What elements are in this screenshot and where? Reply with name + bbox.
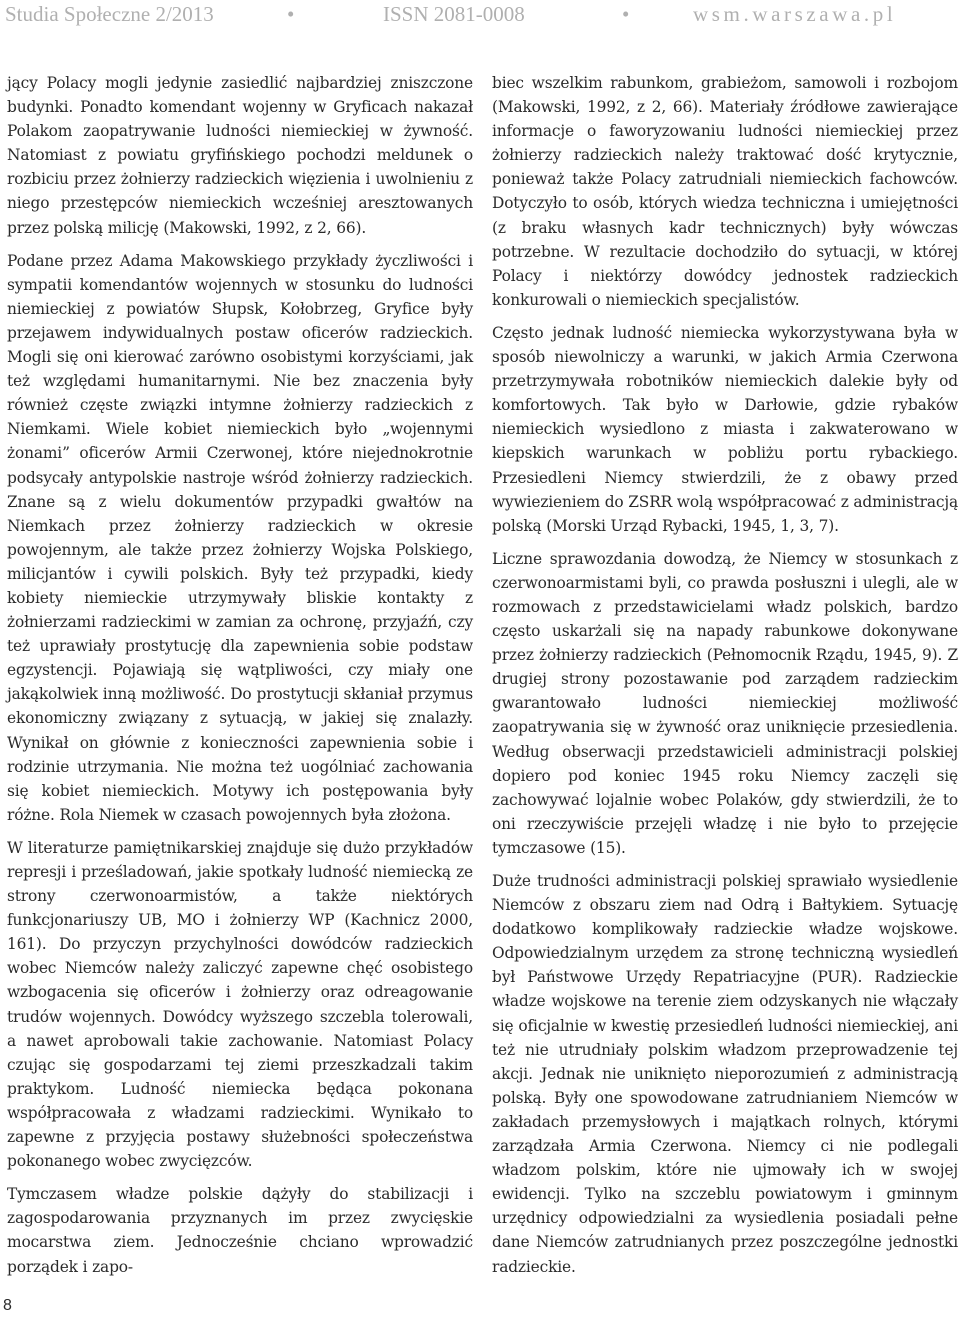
- page-number: 8: [3, 1297, 12, 1314]
- journal-website: wsm.warszawa.pl: [693, 2, 897, 26]
- paragraph: Podane przez Adama Makowskiego przykłady życzliwości i sympatii komendantów wojennych w stosunku do ludności niemieckiej z powiatów Słupsk, Kołobrzeg, Gryfice były przejawem indywidualnych postaw oficerów radzieckich. Mogli się oni kierować zarówno osobistymi korzyściami, jak też względami humanitarnymi. Nie bez znaczenia były również częste związki intymne żołnierzy radzieckich z Niemkami. Wiele kobiet niemieckich było „wojennymi żonami” oficerów Armii Czerwonej, które niejednokrotnie podsycały antypolskie nastroje wśród żołnierzy radzieckich. Znane są z wielu dokumentów przypadki gwałtów na Niemkach przez żołnierzy radzieckich w okresie powojennym, ale także przez żołnierzy Wojska Polskiego, milicjantów i cywili polskich. Były też przypadki, kiedy kobiety niemieckie utrzymywały bliskie kontakty z żołnierzami radzieckimi w zamian za ochronę, przyjaźń, czy też uprawiały prostytucję dla zapewnienia sobie podstaw egzystencji. Pojawiają się wątpliwości, czy miały one jakąkolwiek inną możliwość. Do prostytucji skłaniał przymus ekonomiczny związany z sytuacją, w jakiej się znalazły. Wynikał on głównie z konieczności zapewnienia sobie i rodzinie utrzymania. Nie można też uogólniać zachowania się kobiet niemieckich. Motywy ich postępowania były różne. Rola Niemek w czasach powojennych była złożona.: [7, 251, 473, 824]
- running-header: [0, 0, 960, 30]
- header-separator-dot: •: [287, 2, 295, 26]
- journal-title: Studia Społeczne 2/2013: [5, 2, 214, 26]
- paragraph: Często jednak ludność niemiecka wykorzystywana była w sposób niewolniczy a warunki, w jakich Armia Czerwona przetrzymywała robotników niemieckich dalekie były od komfortowych. Tak było w Darłowie, gdzie rybaków niemieckich wysiedlono z miasta i zakwaterowano w kiepskich warunkach w pobliżu portu rybackiego. Przesiedleni Niemcy stwierdzili, że z obawy przed wywiezieniem do ZSRR wolą współpracować z administracją polską (Morski Urząd Rybacki, 1945, 1, 3, 7).: [492, 323, 959, 535]
- paragraph: Tymczasem władze polskie dążyły do stabilizacji i zagospodarowania przyznanych im przez zwycięskie mocarstwa ziem. Jednocześnie chciano wprowadzić porządek i zapo-: [7, 1185, 473, 1276]
- left-text-column: [7, 71, 473, 1279]
- paragraph: jący Polacy mogli jedynie zasiedlić najbardziej zniszczone budynki. Ponadto komendant wojenny w Gryficach nakazał Polakom zaopatrywanie ludności niemieckiej w żywność. Natomiast z powiatu gryfińskiego pochodzi meldunek o rozbiciu przez żołnierzy radzieckich więzienia i uwolnieniu z niego przestępców niemieckich wcześniej aresztowanych przez polską milicję (Makowski, 1992, z 2, 66).: [7, 74, 473, 237]
- paragraph: Liczne sprawozdania dowodzą, że Niemcy w stosunkach z czerwonoarmistami byli, co prawda posłuszni i ulegli, ale w rozmowach z przedstawicielami władz polskich, bardzo często uskarżali się na napady rabunkowe dokonywane przez żołnierzy radzieckich (Pełnomocnik Rządu, 1945, 9). Z drugiej strony pozostawanie pod zarządem radzieckim gwarantowało ludności niemieckiej możliwość zaopatrywania się w żywność oraz uniknięcie przesiedlenia. Według obserwacji przedstawicieli administracji polskiej dopiero pod koniec 1945 roku Niemcy zaczęli się zachowywać lojalnie wobec Polaków, gdy stwierdzili, że to oni rzeczywiście przejęli władzę i nie było to przejęcie tymczasowe (15).: [492, 549, 958, 857]
- right-text-column: [492, 71, 958, 1279]
- paragraph: biec wszelkim rabunkom, grabieżom, samowoli i rozbojom (Makowski, 1992, z 2, 66). Materiały źródłowe zawierające informacje o faworyzowaniu ludności niemieckiej przez żołnierzy radzieckich należy traktować dość krytycznie, ponieważ także Polacy zatrudniali niemieckich fachowców. Dotyczyło to osób, których wiedza techniczna i umiejętności (z braku własnych kadr technicznych) były wówczas potrzebne. W rezultacie dochodziło do sytuacji, w której Polacy i niektórzy dowódcy jednostek radzieckich konkurowali o niemieckich specjalistów.: [492, 74, 958, 309]
- issn-label: ISSN 2081-0008: [383, 2, 525, 26]
- paragraph: Duże trudności administracji polskiej sprawiało wysiedlenie Niemców z obszaru ziem nad Odrą i Bałtykiem. Sytuację dodatkowo komplikowały radzieckie władze wojskowe. Odpowiedzialnym urzędem za stronę techniczną wysiedleń był Państwowe Urzędy Repatriacyjne (PUR). Radzieckie władze wojskowe na terenie ziem odzyskanych nie włączały się oficjalnie w kwestię przesiedleń ludności niemieckiej, ani też nie utrudniały polskim władzom przeprowadzenie tej akcji. Jednak nie uniknięto nieporozumień z administracją polską. Były one spowodowane zatrudnianiem Niemców w zakładach przemysłowych i majątkach rolnych, którymi zarządzała Armia Czerwona. Niemcy ci nie podlegali władzom polskim, które nie ujmowały ich w swojej ewidencji. Tylko na szczeblu powiatowym i gminnym urzędnicy odpowiedzialni za wysiedlenia posiadali pełne dane Niemców zatrudnianych przez poszczególne jednostki radzieckie.: [492, 872, 958, 1276]
- header-separator-dot: •: [622, 2, 630, 26]
- paragraph: W literaturze pamiętnikarskiej znajduje się dużo przykładów represji i prześladowań, jakie spotkały ludność niemiecką ze strony czerwonoarmistów, a także niektórych funkcjonariuszy UB, MO i żołnierzy WP (Kachnicz 2000, 161). Do przyczyn przychylności dowódców radzieckich wobec Niemców należy zaliczyć zapewne chęć osobistego wzbogacenia się oficerów i żołnierzy oraz odreagowanie trudów wojennych. Dowódcy wyższego szczebla tolerowali, a nawet aprobowali takie zachowanie. Natomiast Polacy czując się gospodarzami tej ziemi przeszkadzali takim praktykom. Ludność niemiecka będąca pokonana współpracowała z władzami radzieckimi. Wynikało to zapewne z przyjęcia postawy służebności społeczeństwa pokonanego wobec zwycięzców.: [7, 838, 473, 1171]
